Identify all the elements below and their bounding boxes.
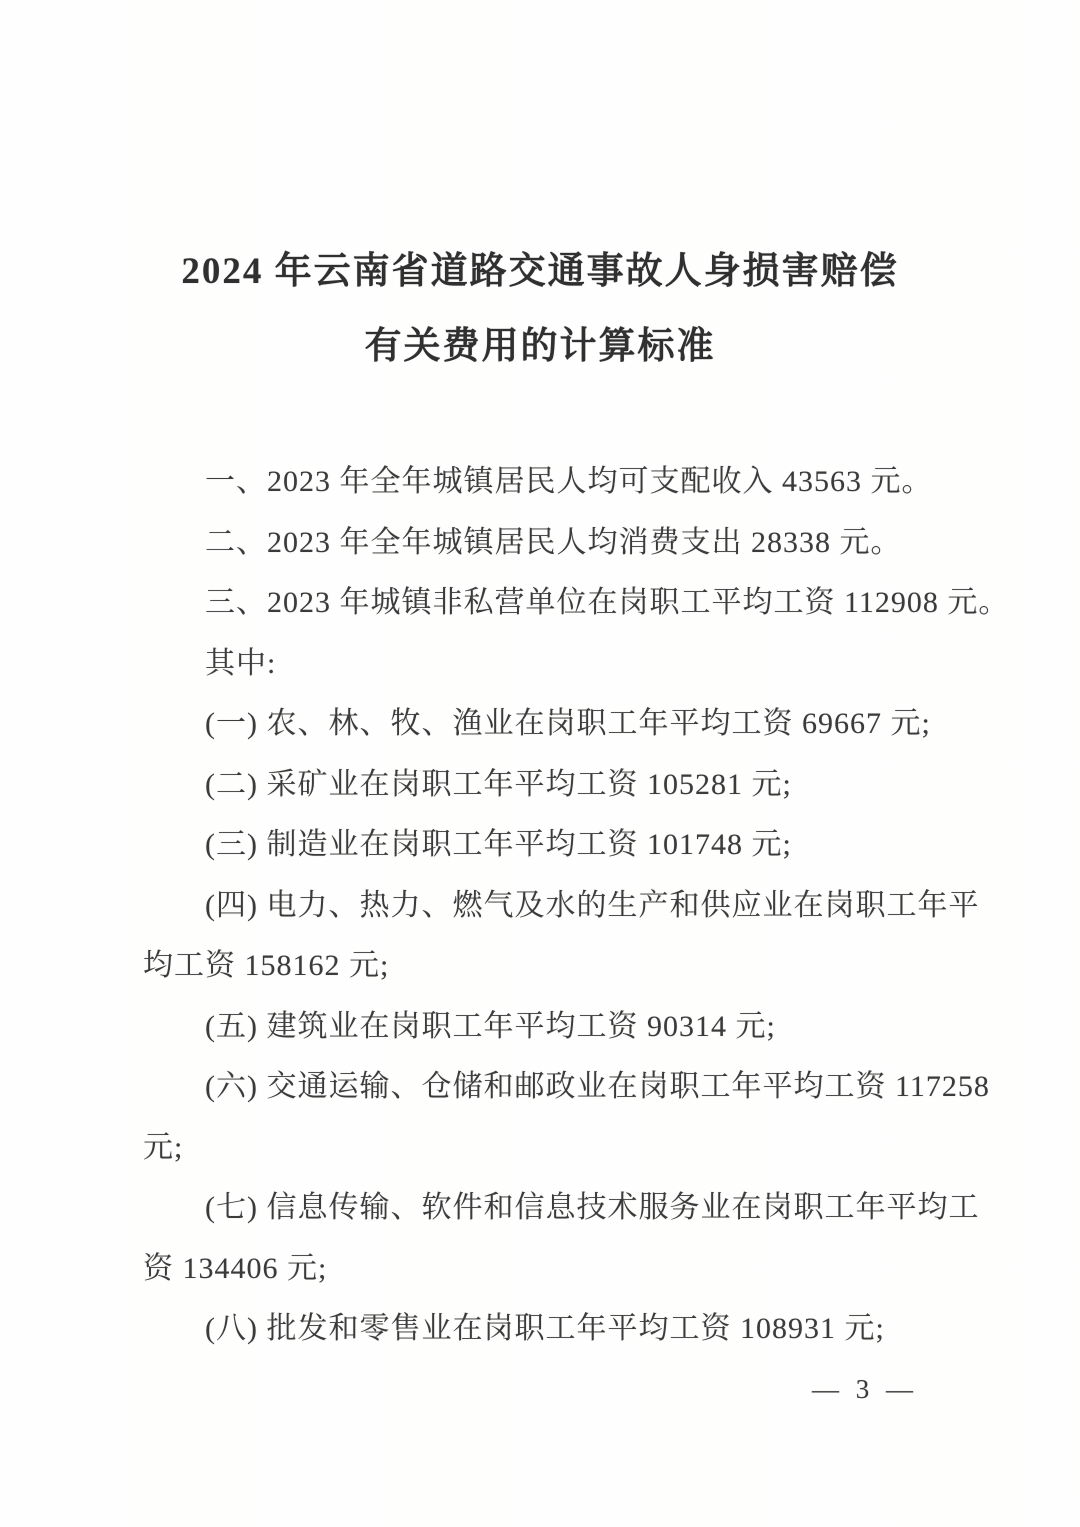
document-line: (三) 制造业在岗职工年平均工资 101748 元; <box>205 828 792 861</box>
document-line: (七) 信息传输、软件和信息技术服务业在岗职工年平均工 <box>205 1191 980 1224</box>
document-line: 一、2023 年全年城镇居民人均可支配收入 43563 元。 <box>205 465 933 498</box>
document-title <box>0 234 1080 384</box>
document-line: (一) 农、林、牧、渔业在岗职工年平均工资 69667 元; <box>205 707 931 740</box>
document-line: (四) 电力、热力、燃气及水的生产和供应业在岗职工年平 <box>205 888 980 922</box>
title-line-2: 有关费用的计算标准 <box>364 326 716 367</box>
document-body <box>143 452 1010 1360</box>
document-line: 元; <box>143 1130 184 1164</box>
title-line-1: 2024 年云南省道路交通事故人身损害赔偿 <box>181 251 899 292</box>
document-line: 二、2023 年全年城镇居民人均消费支出 28338 元。 <box>205 525 902 559</box>
document-line: (二) 采矿业在岗职工年平均工资 105281 元; <box>205 767 792 801</box>
document-line: (五) 建筑业在岗职工年平均工资 90314 元; <box>205 1009 776 1043</box>
document-line: 资 134406 元; <box>143 1251 328 1285</box>
document-line: 三、2023 年城镇非私营单位在岗职工平均工资 112908 元。 <box>205 586 1010 619</box>
document-line: (八) 批发和零售业在岗职工年平均工资 108931 元; <box>205 1312 885 1345</box>
document-line: 其中: <box>205 646 277 680</box>
document-line: (六) 交通运输、仓储和邮政业在岗职工年平均工资 117258 <box>205 1070 990 1103</box>
page-number: — 3 — <box>812 1374 918 1404</box>
document-line: 均工资 158162 元; <box>143 949 390 982</box>
